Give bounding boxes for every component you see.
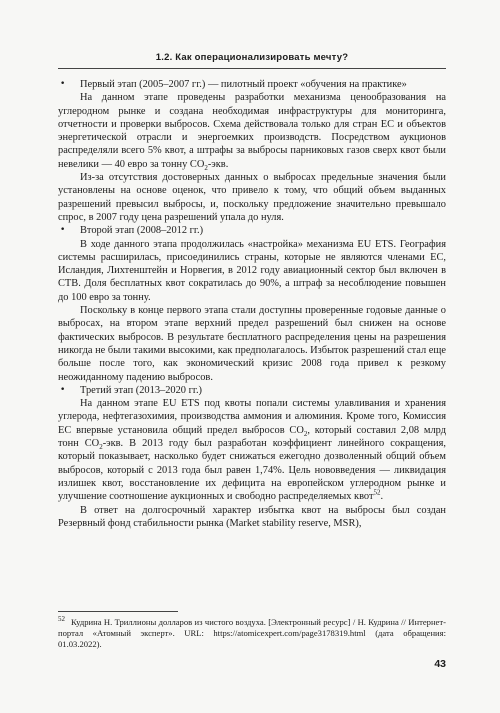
paragraph: В ходе данного этапа продолжилась «настройка» механизма EU ETS. География системы расширилась, присоединились страны, которые не являются членами ЕС, Исландия, Лихтенштейн и Норвегия, в 2012 году авиационный сектор был включен в СТВ. Доля бесплатных квот сократилась до 90%, а штраф за несоблюдение повышен до 100 евро за тонну. xyxy=(58,238,446,303)
bullet-icon: • xyxy=(60,79,66,89)
paragraph-text: На данном этапе EU ETS под квоты попали системы улавливания и хранения углерода, нефтегазохимия, производства аммония и алюминия. Кроме того, Комиссия ЕС впервые установила общий предел выбросов CO xyxy=(58,398,446,436)
paragraph-text: -экв. xyxy=(207,158,229,170)
footnote-rule xyxy=(58,611,178,612)
page-number: 43 xyxy=(434,658,446,670)
stage-2-heading xyxy=(58,224,446,237)
paragraph xyxy=(58,91,446,171)
stage-1-heading-text: Первый этап (2005–2007 гг.) — пилотный проект «обучения на практике» xyxy=(80,79,407,90)
paragraph: Поскольку в конце первого этапа стали доступны проверенные годовые данные о выбросах, на втором этапе верхний предел разрешений был снижен на основе фактических выбросов. В результате бесплатного распределения цены на разрешения никогда не были такими высокими, как предполагалось. Избыток разрешений стал еще больше после того, как экономический кризис 2008 года привел к резкому неожиданному падению выбросов. xyxy=(58,305,446,383)
paragraph: Из-за отсутствия достоверных данных о выбросах предельные значения были установлены на основе оценок, что привело к тому, что общий объем выданных разрешений превысил выбросы, и, поскольку предложение значительно превышало спрос, в 2007 году цена разрешений упала до нуля. xyxy=(58,172,446,223)
stage-2-heading-text: Второй этап (2008–2012 гг.) xyxy=(80,225,204,237)
bullet-icon: • xyxy=(60,225,66,236)
paragraph-text: , который составил 2,08 млрд тонн CO xyxy=(58,424,446,450)
stage-3-heading-text: Третий этап (2013–2020 гг.) xyxy=(80,384,203,396)
running-header: 1.2. Как операционализировать мечту? xyxy=(155,52,349,63)
subscript: 2 xyxy=(99,443,103,452)
paragraph-text: На данном этапе проведены разработки механизма ценообразования на углеродном рынке и создана необходимая инфраструктуры для мониторинга, отчетности и проверки выбросов. Схема действовала только для стран ЕС и объектов энергетической отрасли и энергоемких производств. Посредством аукционов распределяли всего 5% квот, а штрафы за выбросы парниковых газов сверх квот были невелики — 40 евро за тонну CO xyxy=(58,92,446,170)
paragraph: В ответ на долгосрочный характер избытка квот на выбросы был создан Резервный фонд стабильности рынка (Market stability reserve, MSR), xyxy=(58,504,446,529)
paragraph-text: -экв. В 2013 году был разработан коэффициент линейного сокращения, который показывает, насколько будет снижаться ежегодно дозволенный общий объем выбросов, который с 2013 года был равен 1,74%. Цель нововведения — ликвидация излишек квот, восстановление их дефицита на европейском углеродном рынке и улучшение соотношение аукционных и свободно распределяемых квот xyxy=(58,438,446,503)
subscript: 2 xyxy=(204,163,208,172)
subscript: 2 xyxy=(303,429,308,438)
footnote-ref[interactable]: 52 xyxy=(373,488,381,497)
main-text xyxy=(58,78,446,530)
footnote-text: Кудрина Н. Триллионы долларов из чистого воздуха. [Электронный ресурс] / Н. Кудрина // Интернет-портал «Атомный эксперт». URL: https://atomicexpert.com/page3178319.html (дата обращения: 01.03.2022). xyxy=(58,617,446,650)
footnote xyxy=(58,617,446,651)
stage-3-heading xyxy=(58,384,446,397)
paragraph xyxy=(58,397,446,503)
header-rule xyxy=(58,68,446,69)
paragraph-text: . xyxy=(380,491,384,503)
bullet-icon: • xyxy=(60,384,66,395)
stage-1-heading xyxy=(58,78,446,91)
footnote-number: 52 xyxy=(58,615,65,624)
